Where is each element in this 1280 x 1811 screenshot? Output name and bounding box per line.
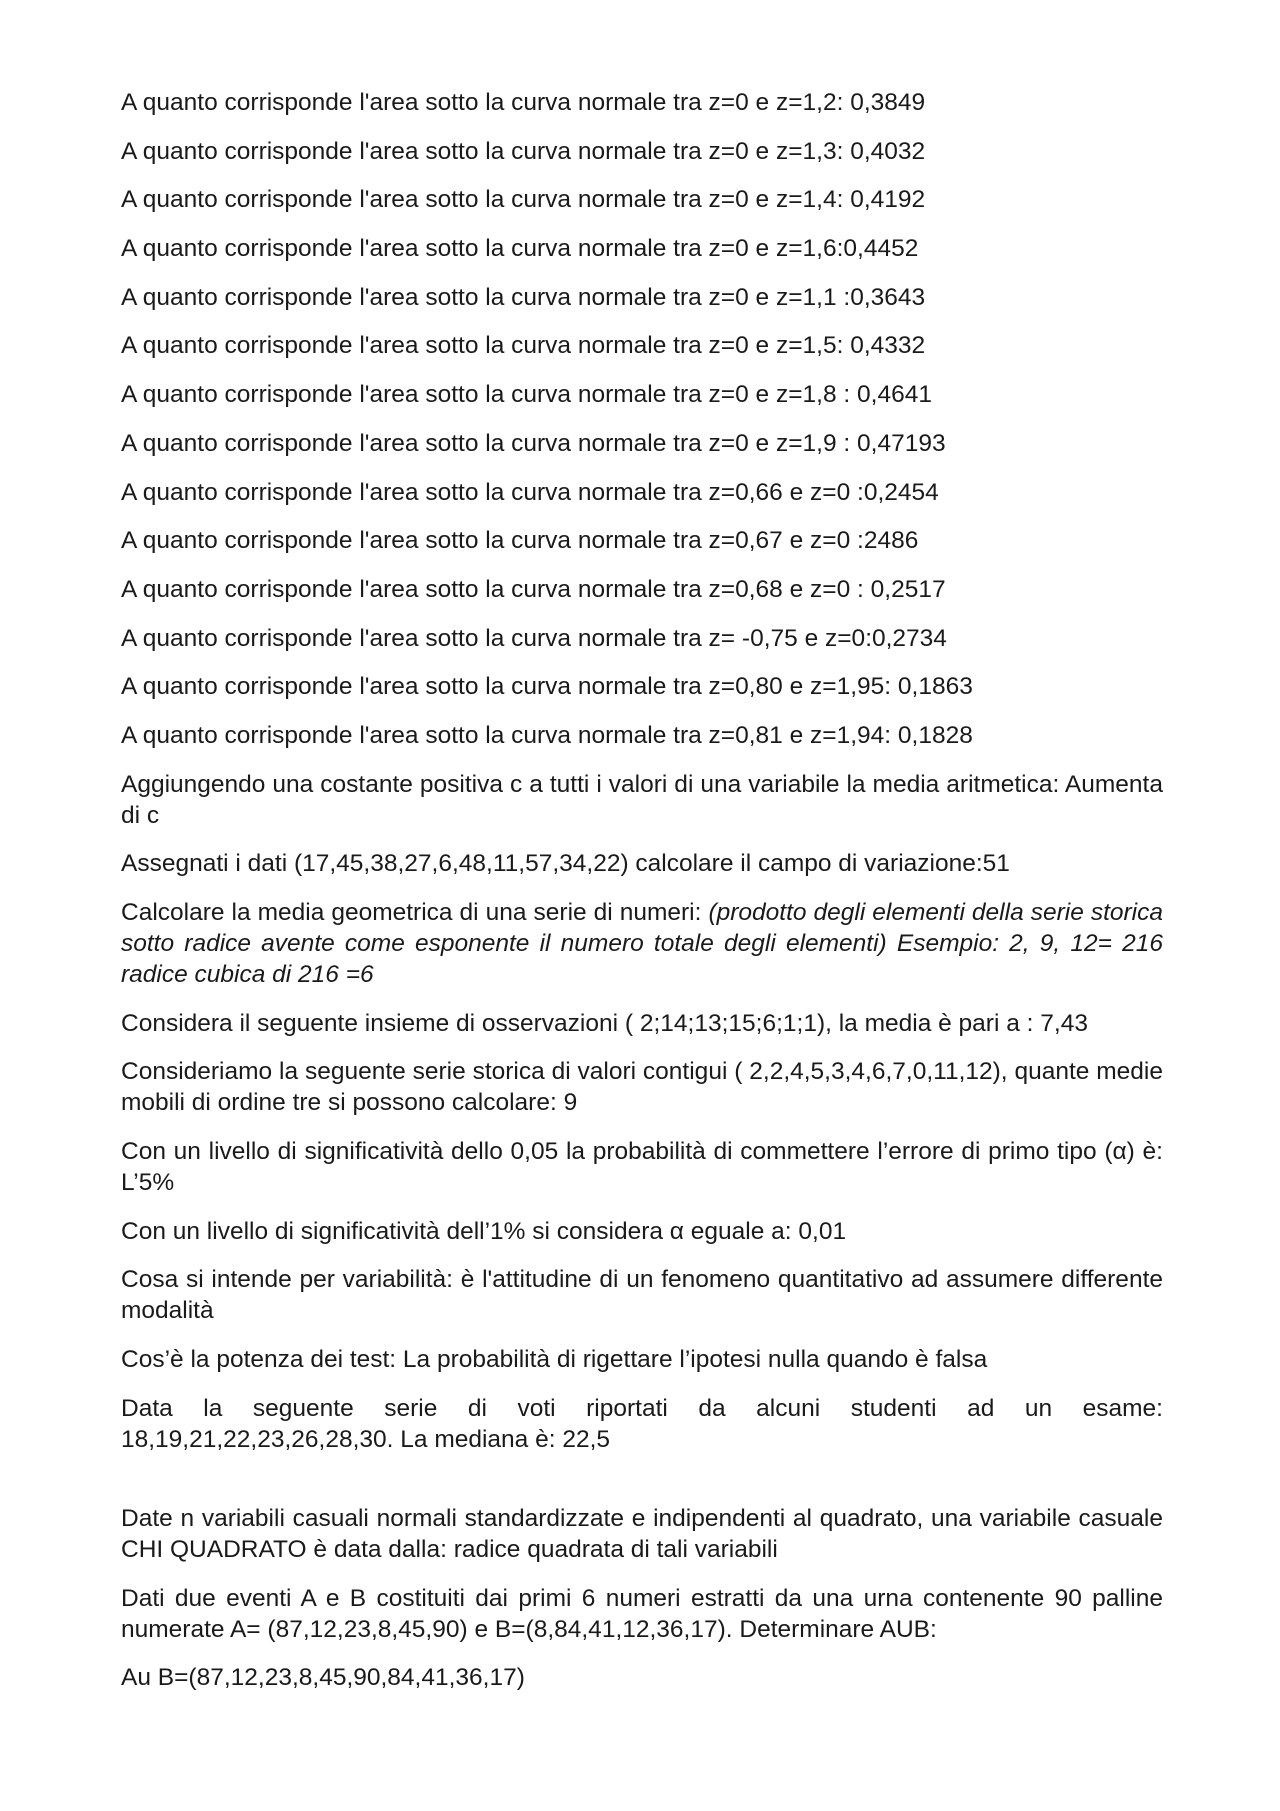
paragraph-alpha-1: Con un livello di significatività dell’1% si considera α eguale a: 0,01 (121, 1217, 847, 1245)
paragraph-media: Considera il seguente insieme di osservazioni ( 2;14;13;15;6;1;1), la media è pari a : 7,43 (121, 1009, 1088, 1037)
text-line: A quanto corrisponde l'area sotto la curva normale tra z=0 e z=1,2: 0,3849 (121, 89, 926, 116)
text-line: A quanto corrisponde l'area sotto la curva normale tra z=0 e z=1,5: 0,4332 (121, 332, 926, 360)
text-line: A quanto corrisponde l'area sotto la curva normale tra z=0 e z=1,1 :0,3643 (121, 283, 926, 311)
paragraph-geometrica-intro: Calcolare la media geometrica di una serie di numeri: (121, 899, 709, 926)
paragraph-media-geometrica (121, 897, 1163, 990)
paragraph-potenza: Cos’è la potenza dei test: La probabilità di rigettare l’ipotesi nulla quando è falsa (121, 1346, 988, 1374)
paragraph-mediana-line1: Data la seguente serie di voti riportati da alcuni studenti ad un esame: (121, 1394, 1163, 1422)
text-line: A quanto corrisponde l'area sotto la curva normale tra z=0 e z=1,9 : 0,47193 (121, 429, 946, 457)
text-line: A quanto corrisponde l'area sotto la curva normale tra z=0,66 e z=0 :0,2454 (121, 478, 939, 506)
paragraph-eventi: Dati due eventi A e B costituiti dai primi 6 numeri estratti da una urna contenente 90 palline numerate A= (87,12,23,8,45,90) e B=(8,84,41,12,36,17). Determinare AUB: (121, 1584, 1163, 1643)
paragraph-mediana (121, 1393, 1163, 1455)
text-line: A quanto corrisponde l'area sotto la curva normale tra z=0 e z=1,4: 0,4192 (121, 186, 926, 214)
text-line: A quanto corrisponde l'area sotto la curva normale tra z=0 e z=1,6:0,4452 (121, 235, 919, 263)
paragraph-mediana-line2: 18,19,21,22,23,26,28,30. La mediana è: 22,5 (121, 1425, 611, 1453)
paragraph-medie-mobili: Consideriamo la seguente serie storica di valori contigui ( 2,2,4,5,3,4,6,7,0,11,12), quante medie mobili di ordine tre si possono calcolare: 9 (121, 1058, 1163, 1117)
text-line: A quanto corrisponde l'area sotto la curva normale tra z=0 e z=1,8 : 0,4641 (121, 381, 932, 409)
paragraph-variabilita: Cosa si intende per variabilità: è l'attitudine di un fenomeno quantitativo ad assumere differente modalità (121, 1266, 1163, 1325)
text-line: A quanto corrisponde l'area sotto la curva normale tra z=0,80 e z=1,95: 0,1863 (121, 673, 973, 701)
text-line: A quanto corrisponde l'area sotto la curva normale tra z=0,81 e z=1,94: 0,1828 (121, 721, 973, 749)
text-line: A quanto corrisponde l'area sotto la curva normale tra z=0,68 e z=0 : 0,2517 (121, 575, 946, 603)
document-page (121, 87, 1163, 1711)
paragraph-costante: Aggiungendo una costante positiva c a tutti i valori di una variabile la media aritmetica: Aumenta di c (121, 770, 1163, 829)
paragraph-chi-quadrato: Date n variabili casuali normali standardizzate e indipendenti al quadrato, una variabile casuale CHI QUADRATO è data dalla: radice quadrata di tali variabili (121, 1504, 1163, 1563)
text-line: A quanto corrisponde l'area sotto la curva normale tra z=0 e z=1,3: 0,4032 (121, 137, 926, 165)
paragraph-geometrica-italic: (prodotto degli elementi della serie storica sotto radice avente come esponente il numero totale degli elementi) Esempio: 2, 9, 12= 216 radice cubica di 216 =6 (121, 899, 1163, 988)
paragraph-campo: Assegnati i dati (17,45,38,27,6,48,11,57,34,22) calcolare il campo di variazione:51 (121, 850, 1010, 878)
paragraph-unione: Au B=(87,12,23,8,45,90,84,41,36,17) (121, 1664, 525, 1692)
paragraph-alpha-005: Con un livello di significatività dello 0,05 la probabilità di commettere l’errore di primo tipo (α) è: L’5% (121, 1138, 1163, 1197)
text-line: A quanto corrisponde l'area sotto la curva normale tra z=0,67 e z=0 :2486 (121, 527, 919, 555)
text-line: A quanto corrisponde l'area sotto la curva normale tra z= -0,75 e z=0:0,2734 (121, 624, 947, 652)
